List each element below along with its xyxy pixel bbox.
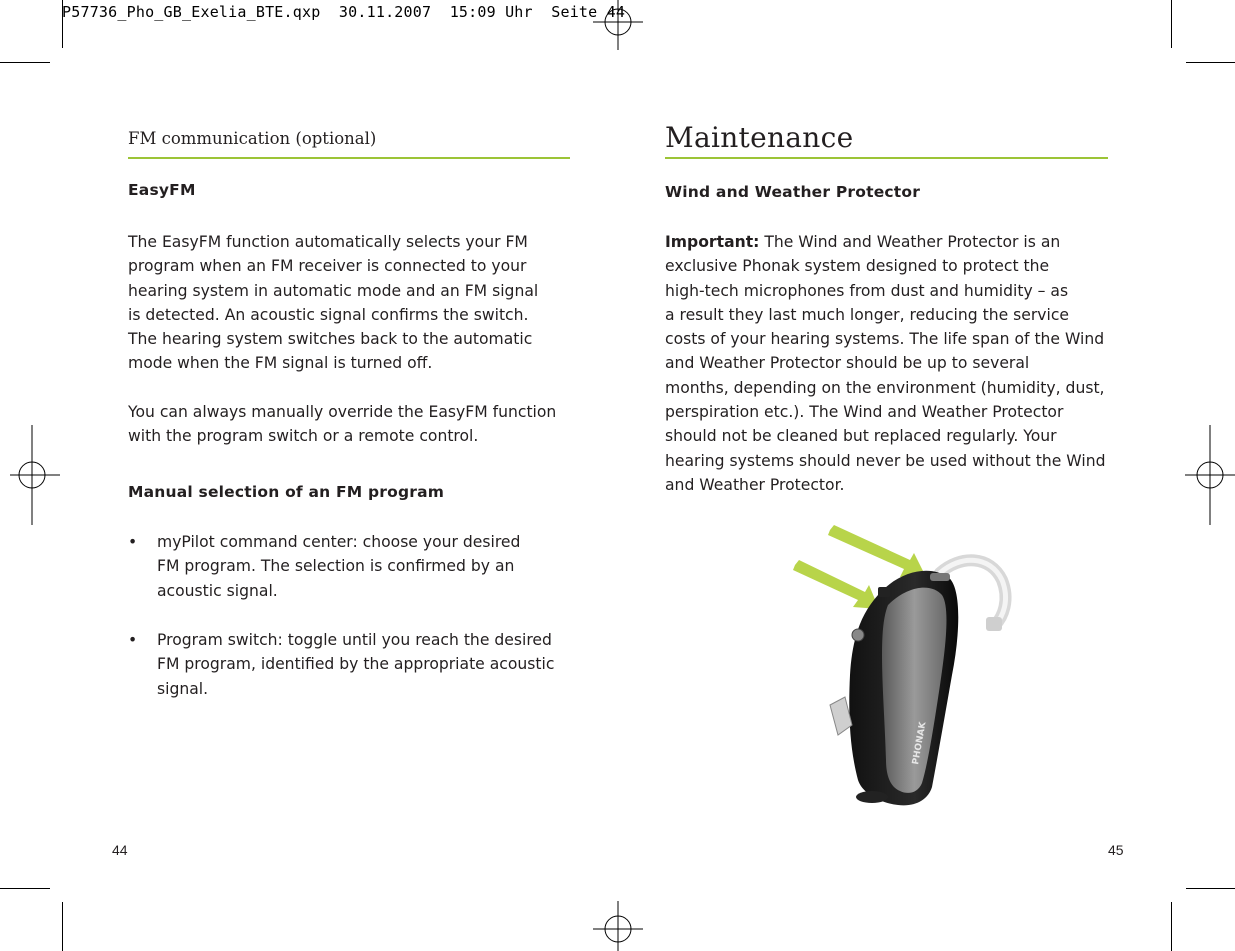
text-line: and Weather Protector. xyxy=(665,475,845,494)
registration-mark-bottom xyxy=(593,901,643,951)
section-title: FM communication (optional) xyxy=(128,129,377,148)
text-line: hearing system in automatic mode and an FM signal xyxy=(128,281,539,300)
page-number-right: 45 xyxy=(1108,842,1124,858)
text-line: costs of your hearing systems. The life span of the Wind xyxy=(665,330,1105,349)
text-line: months, depending on the environment (humidity, dust, xyxy=(665,378,1105,397)
earhook-tip xyxy=(986,617,1002,631)
text-line: You can always manually override the EasyFM function xyxy=(128,403,557,421)
file-slug: P57736_Pho_GB_Exelia_BTE.qxp 30.11.2007 15:09 Uhr Seite 44 xyxy=(62,3,626,21)
heading-easyfm: EasyFM xyxy=(128,181,196,199)
bullet-symbol: • xyxy=(128,533,138,551)
crop-mark xyxy=(1171,902,1172,951)
crop-mark xyxy=(1186,62,1235,63)
section-rule xyxy=(128,157,570,159)
heading-manual-selection: Manual selection of an FM program xyxy=(128,483,445,501)
text-line: a result they last much longer, reducing the service xyxy=(665,305,1069,324)
registration-mark-left-ext xyxy=(10,425,60,525)
text-line: program when an FM receiver is connected to your xyxy=(128,257,527,276)
text-line: Program switch: toggle until you reach the desired xyxy=(157,631,552,649)
registration-mark-right-ext xyxy=(1185,425,1235,525)
battery-door xyxy=(830,697,852,735)
paragraph-maintenance xyxy=(665,230,1105,497)
crop-mark xyxy=(0,62,50,63)
text-line: should not be cleaned but replaced regularly. Your xyxy=(665,427,1057,446)
program-button xyxy=(878,587,890,597)
section-title: Maintenance xyxy=(665,121,854,154)
crop-mark xyxy=(1186,888,1235,889)
text-line: and Weather Protector should be up to several xyxy=(665,354,1030,373)
brand-logo: PHONAK xyxy=(911,721,929,766)
text-line: high-tech microphones from dust and humidity – as xyxy=(665,281,1069,300)
text-line: The EasyFM function automatically selects your FM xyxy=(128,233,528,251)
text-line: exclusive Phonak system designed to protect the xyxy=(665,257,1050,276)
bullet-symbol: • xyxy=(128,631,138,649)
text-fragment: The Wind and Weather Protector is an xyxy=(759,233,1061,251)
battery-compartment xyxy=(856,791,888,803)
crop-mark xyxy=(0,888,50,889)
crop-mark xyxy=(1171,0,1172,48)
paragraph-easyfm xyxy=(128,230,538,376)
paragraph-override xyxy=(128,400,556,449)
text-line-first xyxy=(665,230,1105,254)
text-line: mode when the FM signal is turned off. xyxy=(128,354,433,373)
text-line: FM program. The selection is confirmed by an xyxy=(157,557,515,576)
volume-control xyxy=(852,629,864,641)
text-line: with the program switch or a remote control. xyxy=(128,427,479,446)
crop-mark xyxy=(62,902,63,951)
hearing-aid-illustration xyxy=(790,525,1020,833)
section-rule xyxy=(665,157,1108,159)
text-line: signal. xyxy=(157,679,209,698)
page-number-left: 44 xyxy=(112,842,128,858)
text-line: FM program, identified by the appropriate acoustic xyxy=(157,655,555,674)
text-line: The hearing system switches back to the automatic xyxy=(128,330,533,349)
text-line: acoustic signal. xyxy=(157,581,278,600)
microphone-port xyxy=(930,573,950,581)
text-line: hearing systems should never be used without the Wind xyxy=(665,451,1106,470)
text-line: is detected. An acoustic signal confirms the switch. xyxy=(128,305,529,324)
heading-wind-weather: Wind and Weather Protector xyxy=(665,183,921,201)
important-label: Important: xyxy=(665,233,760,251)
text-line: myPilot command center: choose your desired xyxy=(157,533,521,551)
text-line: perspiration etc.). The Wind and Weather Protector xyxy=(665,403,1064,422)
